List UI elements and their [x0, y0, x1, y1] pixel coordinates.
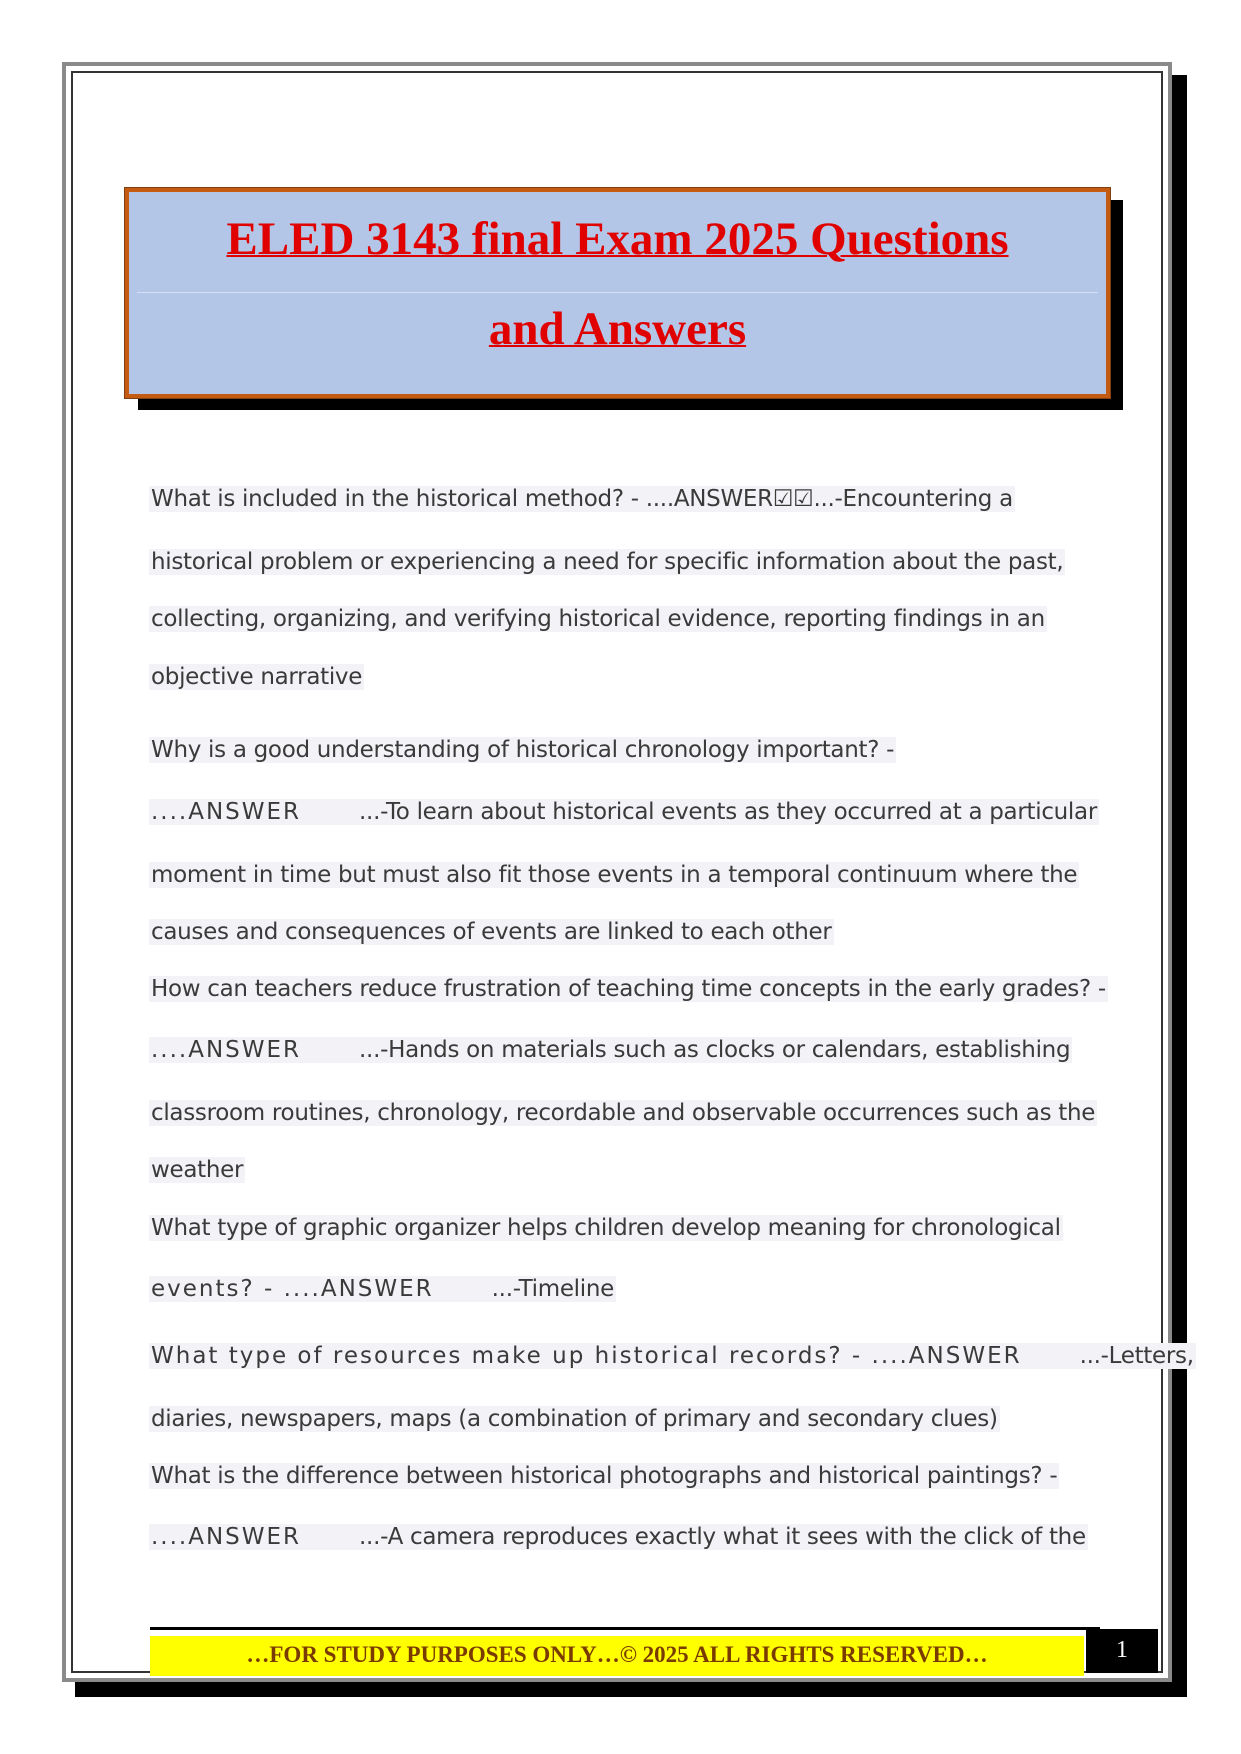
body-line: [149, 1343, 1196, 1369]
body-line: [149, 1524, 1088, 1550]
title-box-divider: [137, 292, 1098, 293]
body-line: historical problem or experiencing a need for specific information about the past,: [151, 549, 1064, 575]
answer-marker: ....ANSWER: [151, 799, 302, 825]
body-line: How can teachers reduce frustration of teaching time concepts in the early grades? -: [151, 976, 1106, 1002]
body-line: causes and consequences of events are linked to each other: [151, 919, 832, 945]
answer-marker: ....ANSWER: [151, 1037, 302, 1063]
title-box: [125, 188, 1110, 398]
body-line: objective narrative: [151, 664, 363, 690]
footer-rule: [150, 1627, 1100, 1630]
document-title-line-2: and Answers: [488, 303, 747, 355]
body-line: classroom routines, chronology, recordable and observable occurrences such as the: [151, 1100, 1096, 1126]
body-line: What type of graphic organizer helps children develop meaning for chronological: [151, 1215, 1061, 1241]
answer-text: ...-To learn about historical events as they occurred at a particular: [359, 799, 1097, 825]
body-line: Why is a good understanding of historical chronology important? -: [151, 737, 895, 763]
body-line: What is the difference between historical photographs and historical paintings? -: [151, 1463, 1058, 1489]
body-line: What is included in the historical method? - ....ANSWER☑☑...-Encountering a: [151, 486, 1013, 512]
body-line: [149, 1276, 616, 1302]
document-title-line-1: ELED 3143 final Exam 2025 Questions: [226, 213, 1009, 265]
answer-text: ...-Letters,: [1079, 1343, 1194, 1369]
answer-text: ...-Hands on materials such as clocks or calendars, establishing: [359, 1037, 1071, 1063]
body-line: weather: [151, 1157, 244, 1183]
body-line: moment in time but must also fit those events in a temporal continuum where the: [151, 862, 1078, 888]
body-line: [149, 799, 1099, 825]
answer-marker: events? - ....ANSWER: [151, 1276, 434, 1302]
answer-marker: What type of resources make up historical records? - ....ANSWER: [151, 1343, 1022, 1369]
answer-text: ...-A camera reproduces exactly what it sees with the click of the: [359, 1524, 1086, 1550]
footer-notice: …FOR STUDY PURPOSES ONLY…© 2025 ALL RIGHTS RESERVED…: [246, 1642, 988, 1667]
page-number: 1: [1086, 1629, 1158, 1673]
answer-marker: ....ANSWER: [151, 1524, 302, 1550]
body-line: [149, 1037, 1072, 1063]
body-line: diaries, newspapers, maps (a combination of primary and secondary clues): [151, 1406, 998, 1432]
body-line: collecting, organizing, and verifying historical evidence, reporting findings in an: [151, 606, 1045, 632]
answer-text: ...-Timeline: [491, 1276, 614, 1302]
